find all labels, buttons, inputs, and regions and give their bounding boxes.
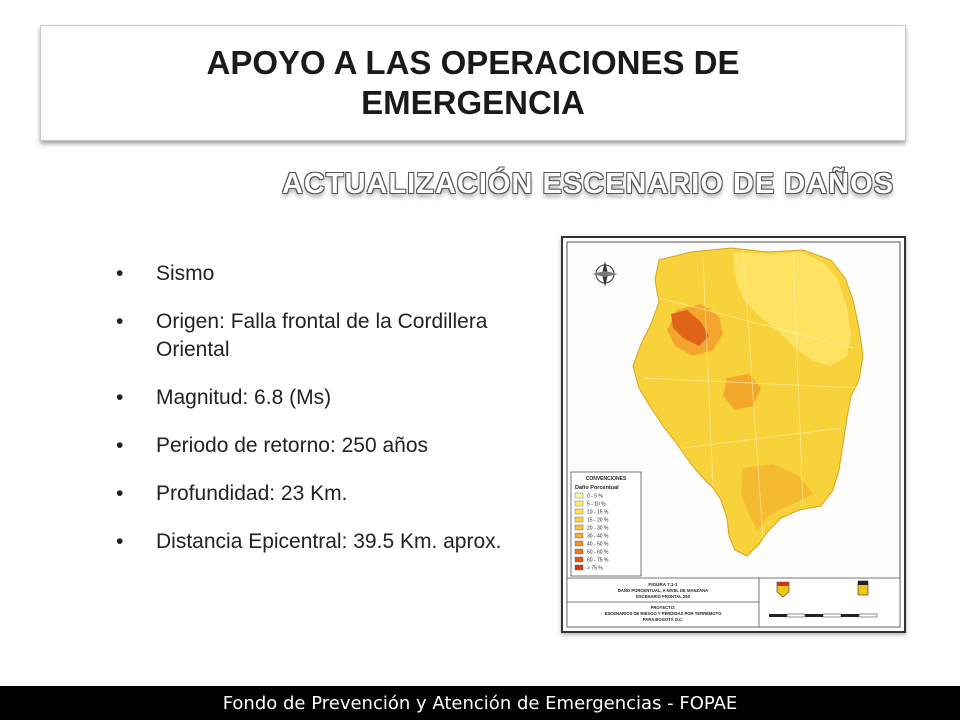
legend-swatch: [575, 533, 583, 538]
bullet-item: [116, 432, 526, 460]
bullet-dot-icon: •: [116, 386, 124, 409]
project-name-2: PARA BOGOTÁ D.C.: [642, 617, 684, 622]
bullet-text: Sismo: [156, 262, 215, 285]
damage-map-svg: [563, 238, 904, 631]
bullet-text: Profundidad: 23 Km.: [156, 482, 348, 505]
footer-text: Fondo de Prevención y Atención de Emergencias - FOPAE: [222, 692, 738, 714]
figure-subtitle-2: ESCENARIO FRONTAL 250: [636, 594, 690, 599]
bullet-item: [116, 308, 526, 364]
legend-label: 0 - 5 %: [587, 493, 603, 500]
title-box: [40, 25, 906, 141]
bullet-item: [116, 384, 526, 412]
legend-swatch: [575, 565, 583, 570]
legend-label: 50 - 60 %: [587, 549, 609, 556]
slide-subtitle: ACTUALIZACIÓN ESCENARIO DE DAÑOS: [281, 168, 894, 200]
legend-swatch: [575, 493, 583, 498]
north-arrow-icon: [592, 261, 618, 287]
legend-label: > 75 %: [587, 565, 603, 572]
legend-swatch: [575, 525, 583, 530]
legend-subtitle: Daño Porcentual: [575, 485, 619, 491]
bullet-text: Periodo de retorno: 250 años: [156, 434, 429, 457]
map-info-strip: [567, 578, 900, 627]
legend-label: 60 - 75 %: [587, 557, 609, 564]
legend-label: 40 - 50 %: [587, 541, 609, 548]
scale-bar: [769, 614, 877, 617]
project-label: PROYECTO:: [650, 605, 676, 610]
legend-label: 30 - 40 %: [587, 533, 609, 540]
ingeominas-logo: [858, 581, 868, 595]
legend-label: 5 - 10 %: [587, 501, 606, 508]
legend-label: 15 - 20 %: [587, 517, 609, 524]
legend-label: 10 - 15 %: [587, 509, 609, 516]
bullet-dot-icon: •: [116, 530, 124, 553]
bullet-dot-icon: •: [116, 262, 124, 285]
project-name-1: ESCENARIOS DE RIESGO Y PÉRDIDAS POR TERREMOTO: [604, 611, 722, 616]
legend-swatch: [575, 541, 583, 546]
figure-subtitle-1: DAÑO PORCENTUAL, A NIVEL DE MANZANA: [617, 588, 709, 593]
legend-swatch: [575, 501, 583, 506]
bullet-item: [116, 528, 526, 556]
legend-swatch: [575, 517, 583, 522]
legend-title: CONVENCIONES: [585, 476, 627, 482]
legend-swatch: [575, 557, 583, 562]
damage-map: [561, 236, 906, 633]
legend-swatch: [575, 509, 583, 514]
footer-bar: [0, 686, 960, 720]
bullet-item: [116, 260, 526, 288]
map-legend: [571, 472, 641, 576]
bullet-text: Distancia Epicentral: 39.5 Km. aprox.: [156, 530, 502, 553]
bullet-item: [116, 480, 526, 508]
bullet-text: Origen: Falla frontal de la Cordillera Oriental: [156, 310, 488, 361]
slide-title: APOYO A LAS OPERACIONES DE EMERGENCIA: [206, 44, 740, 121]
legend-swatch: [575, 549, 583, 554]
bullet-dot-icon: •: [116, 434, 124, 457]
bullet-dot-icon: •: [116, 310, 124, 333]
legend-label: 20 - 30 %: [587, 525, 609, 532]
bullet-text: Magnitud: 6.8 (Ms): [156, 386, 332, 409]
bullet-list: [116, 260, 526, 576]
figure-caption: FIGURA 7.1-1: [648, 582, 678, 587]
bullet-dot-icon: •: [116, 482, 124, 505]
